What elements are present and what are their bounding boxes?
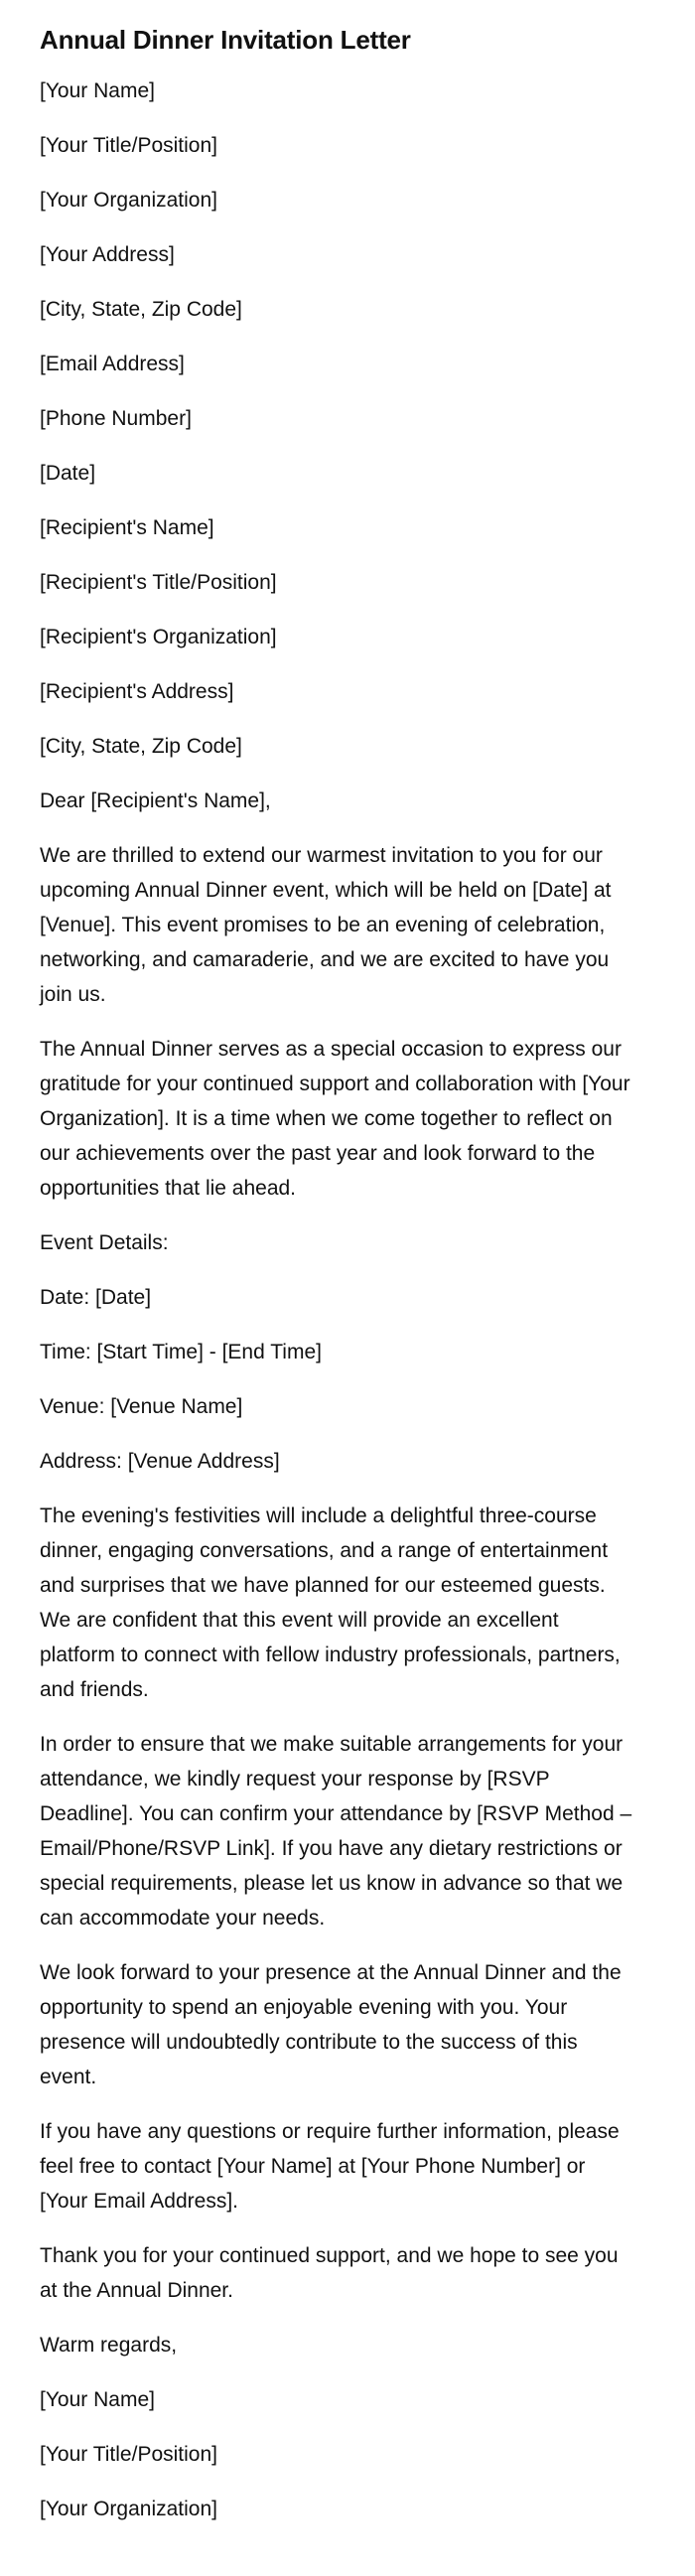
signature-name: [Your Name] [40,2388,155,2411]
sender-phone: [Phone Number] [40,407,192,430]
closing: Warm regards, [40,2334,178,2357]
sender-title: [Your Title/Position] [40,134,217,157]
sender-email: [Email Address] [40,353,185,375]
sender-city-state-zip: [City, State, Zip Code] [40,298,242,321]
event-venue: Venue: [Venue Name] [40,1395,243,1418]
signature-organization: [Your Organization] [40,2498,218,2520]
event-address: Address: [Venue Address] [40,1450,280,1473]
body-paragraph-4: In order to ensure that we make suitable arrangements for your attendance, we kindly request your response by [RSVP Deadline]. You can confirm your attendance by [RSVP Method – Email/Phone/RSVP Link]. If you have any dietary restrictions or special requirements, please let us know in advance so that we can accommodate your needs. [40,1733,632,1930]
body-paragraph-3: The evening's festivities will include a delightful three-course dinner, engaging conversations, and a range of entertainment and surprises that we have planned for our esteemed guests. We are confident that this event will provide an excellent platform to connect with fellow industry professionals, partners, and friends. [40,1504,621,1701]
recipient-title: [Recipient's Title/Position] [40,571,277,594]
body-paragraph-5: We look forward to your presence at the Annual Dinner and the opportunity to spend an enjoyable evening with you. Your presence will undoubtedly contribute to the success of this event. [40,1961,622,2088]
letter-date: [Date] [40,462,96,485]
body-paragraph-1: We are thrilled to extend our warmest invitation to you for our upcoming Annual Dinner event, which will be held on [Date] at [Venue]. This event promises to be an evening of celebration, networking, and camaraderie, and we are excited to have you join us. [40,844,612,1006]
event-details-heading: Event Details: [40,1231,169,1254]
recipient-organization: [Recipient's Organization] [40,626,277,648]
event-time: Time: [Start Time] - [End Time] [40,1341,322,1363]
sender-name: [Your Name] [40,79,155,102]
sender-address: [Your Address] [40,243,175,266]
salutation: Dear [Recipient's Name], [40,789,271,812]
body-paragraph-6: If you have any questions or require further information, please feel free to contact [Your Name] at [Your Phone Number] or [Your Email Address]. [40,2120,620,2213]
recipient-address: [Recipient's Address] [40,680,234,703]
document-title: Annual Dinner Invitation Letter [40,25,411,55]
event-date: Date: [Date] [40,1286,152,1309]
body-paragraph-2: The Annual Dinner serves as a special occasion to express our gratitude for your continued support and collaboration with [Your Organization]. It is a time when we come together to reflect on our achievements over the past year and look forward to the opportunities that lie ahead. [40,1038,630,1200]
body-paragraph-7: Thank you for your continued support, and we hope to see you at the Annual Dinner. [40,2244,619,2302]
recipient-name: [Recipient's Name] [40,516,214,539]
recipient-city-state-zip: [City, State, Zip Code] [40,735,242,758]
sender-organization: [Your Organization] [40,189,218,212]
signature-title: [Your Title/Position] [40,2443,217,2466]
